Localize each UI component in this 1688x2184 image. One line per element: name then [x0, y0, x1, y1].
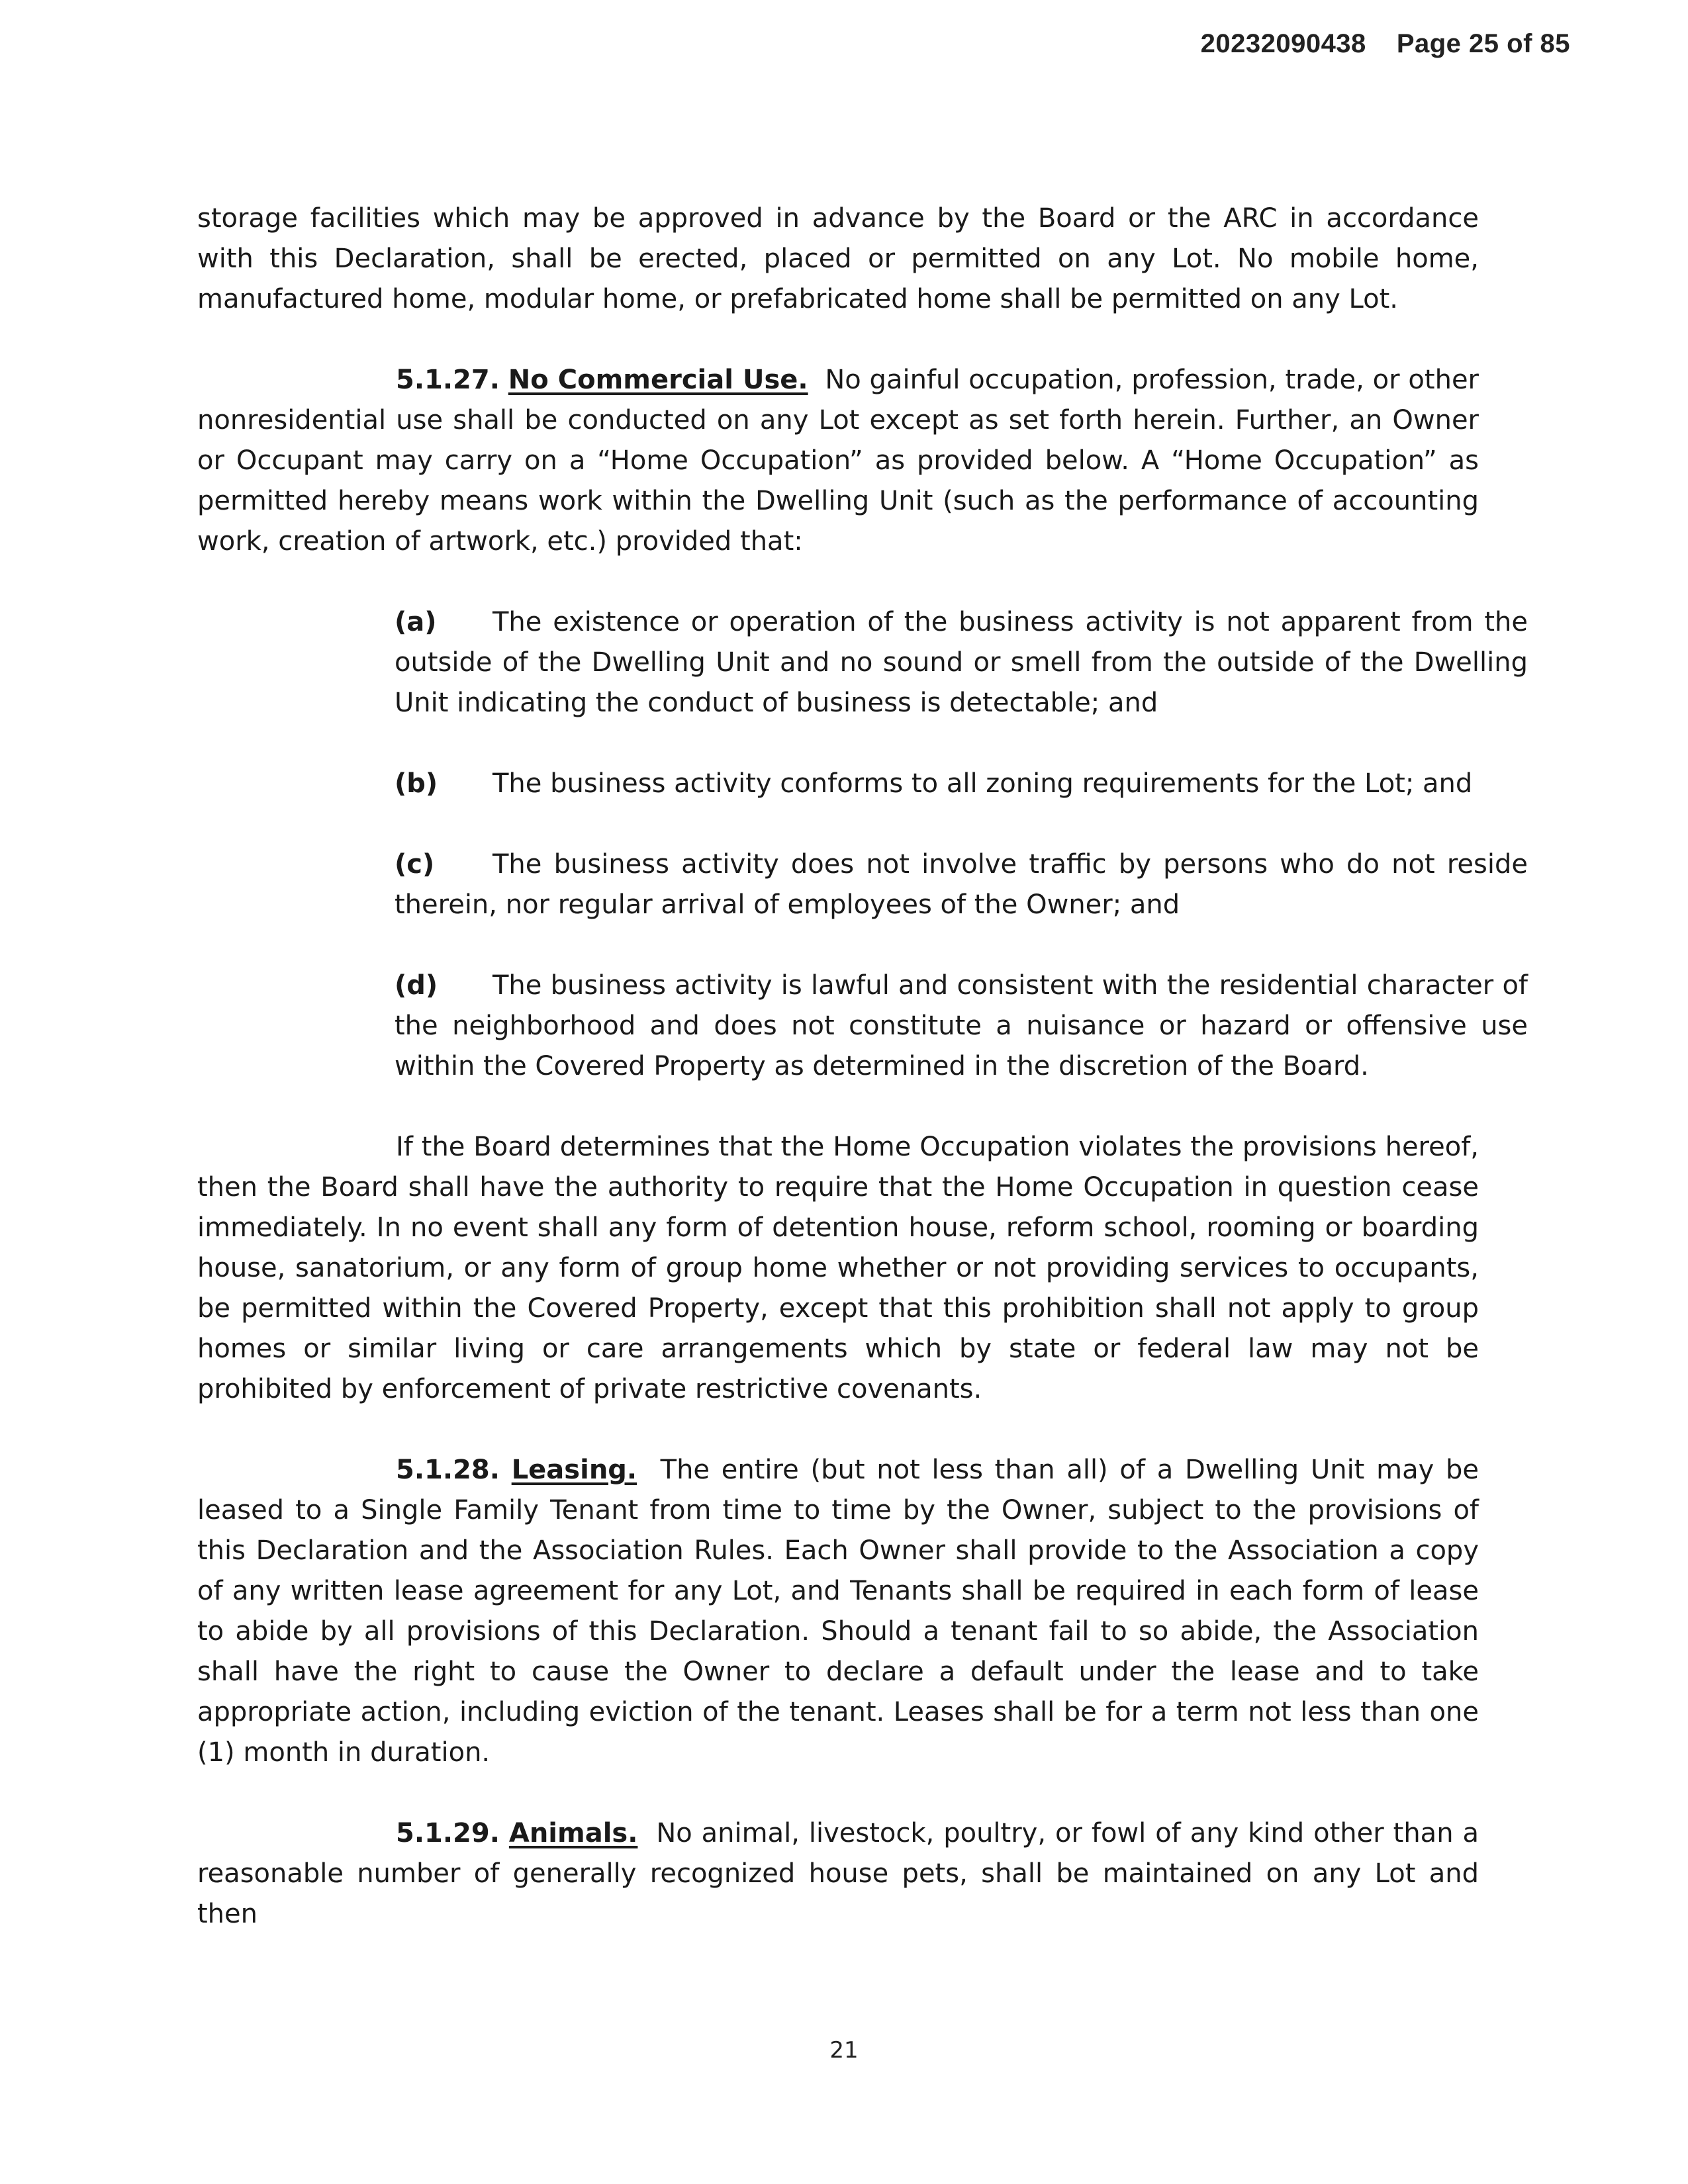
condition-text: The existence or operation of the business activity is not apparent from the outside of the Dwelling Unit and no sound or smell from the outside of the Dwelling Unit indicating the conduct of business is detectable; and — [395, 607, 1528, 718]
condition-a — [395, 602, 1528, 723]
condition-text: The business activity is lawful and consistent with the residential character of the neighborhood and does not constitute a nuisance or hazard or offensive use within the Covered Property as determined in the discretion of the Board. — [395, 970, 1528, 1081]
condition-text: The business activity conforms to all zoning requirements for the Lot; and — [492, 768, 1473, 799]
condition-d — [395, 966, 1528, 1087]
condition-b — [395, 764, 1528, 804]
section-number: 5.1.27. — [396, 365, 500, 395]
page-label: Page 25 of 85 — [1396, 29, 1570, 58]
section-5-1-29 — [197, 1813, 1479, 1934]
document-body — [197, 199, 1528, 1975]
section-text: No gainful occupation, profession, trade, or other nonresidential use shall be conducted on any Lot except as set forth herein. Further, an Owner or Occupant may carry on a “Home Occupation” as provided below. A “Home Occupation” as permitted hereby means work within the Dwelling Unit (such as the performance of accounting work, creation of artwork, etc.) provided that: — [197, 365, 1479, 557]
condition-c — [395, 844, 1528, 925]
intro-paragraph: storage facilities which may be approved in advance by the Board or the ARC in accordance with this Declaration, shall be erected, placed or permitted on any Lot. No mobile home, manufactured home, modular home, or prefabricated home shall be permitted on any Lot. — [197, 203, 1479, 314]
home-occupation-conditions — [197, 602, 1528, 1087]
page-number: 21 — [829, 2037, 859, 2064]
condition-text: The business activity does not involve traffic by persons who do not reside therein, nor regular arrival of employees of the Owner; and — [395, 849, 1528, 920]
section-title: Leasing. — [511, 1455, 637, 1485]
condition-label: (d) — [395, 970, 438, 1001]
section-5-1-28 — [197, 1450, 1479, 1773]
document-number: 20232090438 — [1200, 29, 1366, 58]
section-number: 5.1.28. — [396, 1455, 500, 1485]
closing-paragraph: If the Board determines that the Home Occupation violates the provisions hereof, then the Board shall have the authority to require that the Home Occupation in question cease immediately. In no event shall any form of detention house, reform school, rooming or boarding house, sanatorium, or any form of group home whether or not providing services to occupants, be permitted within the Covered Property, except that this prohibition shall not apply to group homes or similar living or care arrangements which by state or federal law may not be prohibited by enforcement of private restrictive covenants. — [197, 1132, 1479, 1404]
section-title: Animals. — [508, 1818, 638, 1848]
section-number: 5.1.29. — [396, 1818, 500, 1848]
section-text: No animal, livestock, poultry, or fowl of any kind other than a reasonable number of generally recognized house pets, shall be maintained on any Lot and then — [197, 1818, 1479, 1929]
section-text: The entire (but not less than all) of a Dwelling Unit may be leased to a Single Family Tenant from time to time by the Owner, subject to the provisions of this Declaration and the Association Rules. Each Owner shall provide to the Association a copy of any written lease agreement for any Lot, and Tenants shall be required in each form of lease to abide by all provisions of this Declaration. Should a tenant fail to so abide, the Association shall have the right to cause the Owner to declare a default under the lease and to take appropriate action, including eviction of the tenant. Leases shall be for a term not less than one (1) month in duration. — [197, 1455, 1479, 1768]
section-title: No Commercial Use. — [508, 365, 808, 395]
condition-label: (c) — [395, 849, 435, 880]
condition-label: (a) — [395, 607, 437, 637]
section-5-1-27 — [197, 360, 1479, 562]
condition-label: (b) — [395, 768, 438, 799]
page-header — [1201, 29, 1570, 59]
